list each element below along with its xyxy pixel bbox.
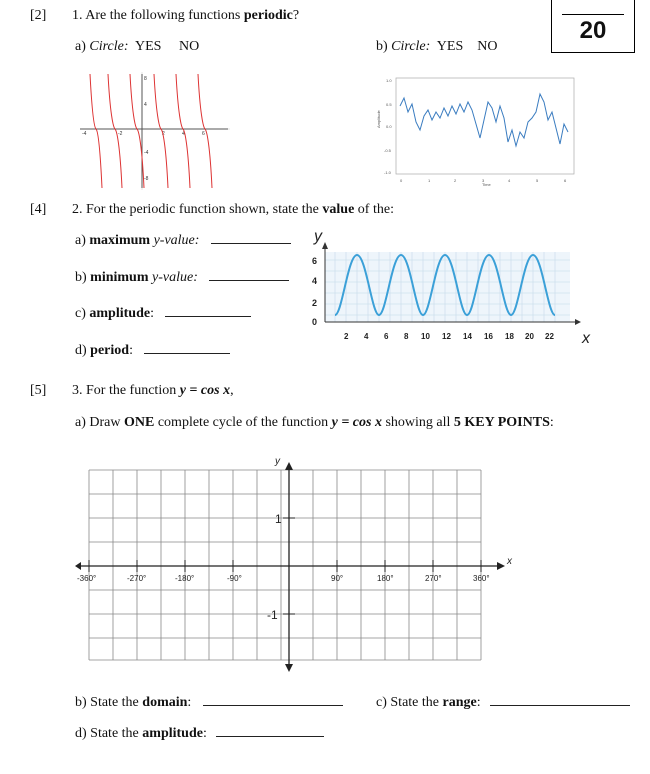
q3-x-axis-label: x (507, 556, 512, 567)
q3-xtick: 360° (473, 574, 490, 583)
q2-xtick: 20 (525, 332, 534, 341)
q2-xtick: 16 (484, 332, 493, 341)
q2-x-axis-label: x (582, 330, 590, 347)
q3d-answer-line[interactable] (216, 726, 324, 737)
svg-text:3: 3 (482, 178, 485, 183)
svg-text:8: 8 (144, 76, 147, 82)
q3b-answer-line[interactable] (203, 695, 343, 706)
q2-ytick: 2 (312, 298, 318, 308)
svg-text:-4: -4 (144, 150, 149, 156)
svg-text:-2: -2 (118, 131, 123, 137)
q1b-prompt: b) Circle: YES NO (376, 39, 498, 54)
q1b-yes[interactable]: YES (436, 39, 464, 54)
q1b-wave-graph (372, 72, 582, 187)
q3-xtick: -270° (127, 574, 147, 583)
q2c-prompt: c) amplitude: (75, 306, 251, 322)
q2-xtick: 22 (545, 332, 554, 341)
q2-xtick: 2 (344, 332, 349, 341)
q1-marks: [2] (30, 8, 47, 23)
q3-xtick: -180° (175, 574, 195, 583)
q2-xtick: 4 (364, 332, 369, 341)
q2-xtick: 8 (404, 332, 409, 341)
q2-xtick: 14 (463, 332, 472, 341)
q1b-no[interactable]: NO (477, 39, 498, 54)
svg-text:5: 5 (536, 178, 539, 183)
q3-xtick: 90° (331, 574, 344, 583)
svg-text:1.0: 1.0 (386, 78, 392, 83)
q2-question: 2. For the periodic function shown, state the value of the: (72, 202, 394, 217)
q3-marks: [5] (30, 383, 47, 398)
q3-xtick: 180° (377, 574, 394, 583)
q3-y-axis-label: y (275, 456, 280, 467)
q2-ytick: 0 (312, 317, 318, 327)
q2-xtick: 12 (442, 332, 451, 341)
svg-text:0.5: 0.5 (386, 102, 392, 107)
q2b-prompt: b) minimum y-value: (75, 270, 289, 286)
q3-ytick: 1 (275, 512, 282, 526)
q3c-prompt: c) State the range: (376, 695, 630, 711)
svg-text:6: 6 (202, 131, 205, 137)
svg-text:1: 1 (428, 178, 431, 183)
q2-xtick: 18 (505, 332, 514, 341)
svg-text:0.0: 0.0 (386, 124, 392, 129)
q1a-prompt: a) Circle: YES NO (75, 39, 200, 54)
svg-text:-1.0: -1.0 (384, 170, 391, 175)
q1a-tangent-graph (80, 72, 230, 190)
svg-text:Time: Time (482, 182, 491, 187)
q2-ytick: 6 (312, 256, 318, 266)
q1a-no[interactable]: NO (178, 39, 200, 54)
svg-text:4: 4 (182, 131, 185, 137)
q1a-yes[interactable]: YES (135, 39, 162, 54)
q3-xtick: 270° (425, 574, 442, 583)
svg-text:0: 0 (400, 178, 403, 183)
q2a-prompt: a) maximum y-value: (75, 233, 291, 249)
q3-question: 3. For the function y = cos x, (72, 383, 234, 398)
q2a-answer-line[interactable] (211, 233, 291, 244)
q3a-prompt: a) Draw ONE complete cycle of the function y = cos x showing all 5 KEY POINTS: (75, 415, 554, 430)
q2-periodic-graph (300, 225, 600, 350)
q2d-answer-line[interactable] (144, 343, 230, 354)
q2-xtick: 6 (384, 332, 389, 341)
svg-text:4: 4 (508, 178, 511, 183)
score-total: 20 (579, 17, 607, 44)
q3b-prompt: b) State the domain: (75, 695, 343, 711)
q3-xtick: -90° (227, 574, 242, 583)
q3-drawing-grid[interactable] (75, 452, 525, 677)
svg-text:6: 6 (564, 178, 567, 183)
score-box (551, 0, 635, 53)
q2d-prompt: d) period: (75, 343, 230, 359)
svg-text:Amplitude: Amplitude (376, 110, 381, 128)
svg-text:2: 2 (162, 131, 165, 137)
svg-text:-8: -8 (144, 176, 149, 182)
svg-text:-4: -4 (82, 131, 87, 137)
q2-xtick: 10 (421, 332, 430, 341)
svg-text:2: 2 (454, 178, 457, 183)
q2-ytick: 4 (312, 276, 318, 286)
q1-question: 1. Are the following functions periodic? (72, 8, 300, 23)
q2b-answer-line[interactable] (209, 270, 289, 281)
q2c-answer-line[interactable] (165, 306, 251, 317)
q2-marks: [4] (30, 202, 47, 217)
q2-y-axis-label: y (314, 228, 322, 245)
q3-xtick: -360° (77, 574, 97, 583)
q3c-answer-line[interactable] (490, 695, 630, 706)
q3d-prompt: d) State the amplitude: (75, 726, 324, 742)
svg-text:4: 4 (144, 102, 147, 108)
svg-text:-0.5: -0.5 (384, 148, 391, 153)
q3-ytick: -1 (267, 608, 278, 622)
